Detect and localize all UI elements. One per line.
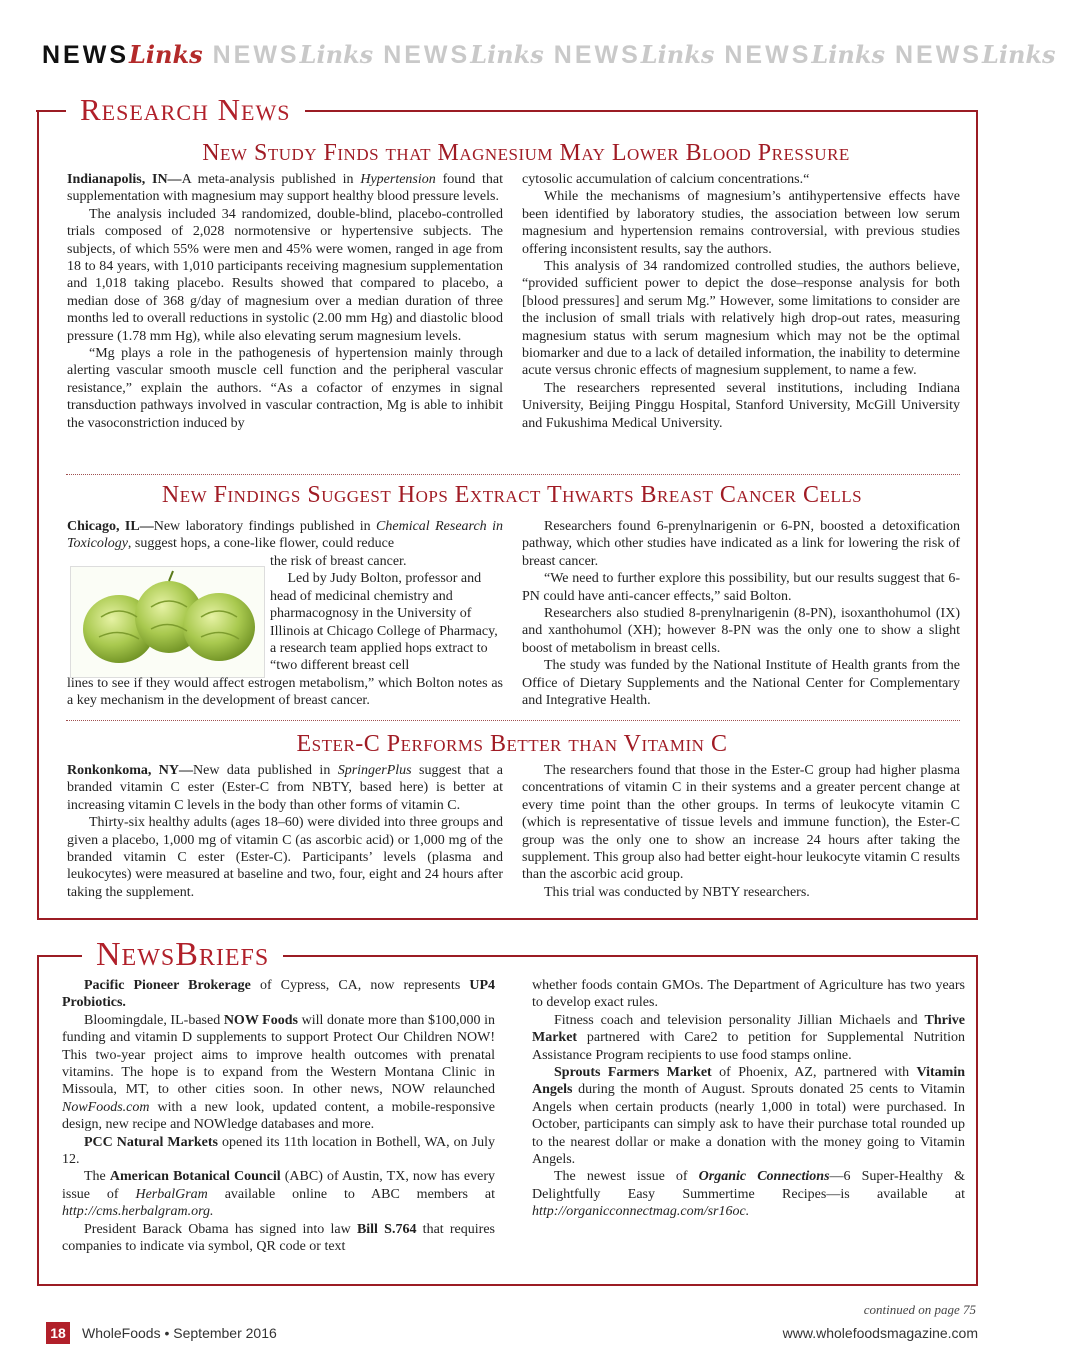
newslinks-wordmark	[213, 40, 374, 70]
paragraph: The researchers represented several institutions, including Indiana University, Beijing Pinggu Hospital, Stanford University, McGill University and Fukushima Medical University.	[522, 380, 960, 431]
section-divider	[66, 474, 960, 475]
paragraph: “Mg plays a role in the pathogenesis of hypertension mainly through alerting vascular smooth muscle cell function and the peripheral vascular resistance,” explain the authors. “As a cofactor of enzymes in signal transduction pathways involved in vascular contraction, Mg is able to inhibit the vasoconstriction induced by	[67, 346, 503, 431]
wordmark-links: Links	[981, 40, 1056, 69]
paragraph: Indianapolis, IN—A meta-analysis published in Hypertension found that supplementation with magnesium may support healthy blood pressure levels.	[67, 172, 503, 205]
paragraph: The newest issue of Organic Connections—6 Super-Healthy & Delightfully Easy Summertime Recipes—is available at http://organicconnectmag.com/sr16oc.	[532, 1169, 965, 1220]
wordmark-news: NEWS	[42, 41, 129, 69]
wordmark-news: NEWS	[553, 41, 641, 69]
wordmark-links: Links	[129, 40, 203, 69]
article-headline-magnesium: New Study Finds that Magnesium May Lower Blood Pressure	[202, 140, 850, 166]
paragraph: The study was funded by the National Institute of Health grants from the Office of Dietary Supplements and the National Center for Complementary and Integrative Health.	[522, 658, 960, 709]
paragraph: Researchers also studied 8-prenylnarigenin (8-PN), isoxanthohumol (IX) and xanthohumol (XH); however 8-PN was the only one to show a slight boost of metabolism in breast cells.	[522, 606, 960, 656]
wordmark-links: Links	[470, 40, 544, 69]
wordmark-links: Links	[640, 40, 715, 69]
newslinks-wordmark	[724, 40, 885, 70]
article-magnesium-left-column	[67, 171, 503, 432]
wordmark-news: NEWS	[212, 41, 300, 69]
article-hops-beside-image	[270, 553, 503, 675]
publication-name: WholeFoods • September 2016	[82, 1325, 277, 1341]
paragraph: President Barack Obama has signed into law Bill S.764 that requires companies to indicate via symbol, QR code or text	[62, 1221, 495, 1255]
paragraph: This analysis of 34 randomized controlled studies, the authors believe, “provided sufficient power to depict the dose–response analysis for both [blood pressures] and serum Mg.” However, some limitations to consider are the inclusion of small trials with relatively high drop-out rates, measuring magnesium status with serum magnesium which may not be the optimal biomarker and due to a lack of detailed information, the inability to determine acute versus chronic effects of magnesium supplement, to name a few.	[522, 259, 960, 379]
paragraph: Ronkonkoma, NY—New data published in SpringerPlus suggest that a branded vitamin C ester (Ester-C from NBTY, based here) is better at increasing vitamin C levels in the body than other forms of vitamin C.	[67, 763, 503, 813]
paragraph: Fitness coach and television personality Jillian Michaels and Thrive Market partnered with Care2 to petition for Supplemental Nutrition Assistance Program recipients to use food stamps online.	[532, 1012, 965, 1063]
paragraph: Researchers found 6-prenylnarigenin or 6-PN, boosted a detoxification pathway, which other studies have indicated as a link for lowering the risk of breast cancer.	[522, 519, 960, 569]
research-news-title: Research News	[66, 93, 305, 127]
newslinks-wordmark	[554, 40, 715, 70]
newsbriefs-right-column	[532, 977, 965, 1221]
paragraph: The American Botanical Council (ABC) of Austin, TX, now has every issue of HerbalGram available online to ABC members at http://cms.herbalgram.org.	[62, 1169, 496, 1220]
paragraph: While the mechanisms of magnesium’s antihypertensive effects have been identified by laboratory studies, the association between low serum magnesium and hypertension remains controversial, with previous studies offering inconsistent results, say the authors.	[522, 189, 960, 257]
paragraph: whether foods contain GMOs. The Department of Agriculture has two years to develop exact rules.	[532, 978, 965, 1011]
article-headline-hops: New Findings Suggest Hops Extract Thwarts Breast Cancer Cells	[161, 482, 863, 508]
paragraph: cytosolic accumulation of calcium concentrations.“	[522, 172, 810, 187]
paragraph: The analysis included 34 randomized, double-blind, placebo-controlled trials composed of 2,028 normotensive or hypertensive subjects. The subjects, of which 55% were men and 45% were women, ranged in age from 18 to 84 years, with 1,010 participants receiving magnesium supplementation and 1,018 taking placebo. Results showed that compared to placebo, a median dose of 368 g/day of magnesium over a median duration of three months led to overall reductions in systolic (2.00 mm Hg) and diastolic blood pressure (1.78 mm Hg), while also elevating serum magnesium levels.	[67, 206, 503, 344]
continued-note: continued on page 75	[863, 1302, 976, 1317]
paragraph: This trial was conducted by NBTY researchers.	[544, 884, 810, 900]
hops-beside-image-text: the risk of breast cancer. Led by Judy Bolton, professor and head of medicinal chemistry and pharmacognosy in the University of Illinois at Chicago College of Pharmacy, a research team applied hops extract to “two different breast cell	[270, 554, 498, 674]
article-ester-c-right-column	[522, 762, 960, 901]
paragraph: The researchers found that those in the Ester-C group had higher plasma concentrations of vitamin C in their systems and a greater percent change at every time point than the other groups. In terms of leukocyte vitamin C (which is representative of tissue levels and immune function), the Ester-C group was the only one to show an increase 24 hours after taking the supplement. This group also had better eight-hour leukocyte vitamin C results than the ascorbic acid group.	[522, 763, 960, 883]
newslinks-wordmark	[42, 40, 203, 70]
paragraph: “We need to further explore this possibility, but our results suggest that 6-PN could have anti-cancer effects,” said Bolton.	[522, 571, 960, 604]
wordmark-news: NEWS	[724, 41, 812, 69]
article-ester-c-left-column	[67, 762, 503, 901]
article-hops-right-column	[522, 518, 960, 709]
wordmark-links: Links	[299, 40, 374, 69]
wordmark-news: NEWS	[894, 41, 982, 69]
page-number: 18	[46, 1322, 70, 1344]
newslinks-wordmark	[383, 40, 544, 70]
hops-cones-image	[70, 566, 265, 678]
masthead	[42, 40, 1056, 72]
website-url[interactable]: www.wholefoodsmagazine.com	[782, 1325, 978, 1341]
newsbriefs-title: NewsBriefs	[82, 938, 283, 972]
newslinks-wordmark	[895, 40, 1056, 70]
paragraph: PCC Natural Markets opened its 11th location in Bothell, WA, on July 12.	[62, 1134, 495, 1168]
paragraph: Thirty-six healthy adults (ages 18–60) were divided into three groups and given a placebo, 1,000 mg of vitamin C (as ascorbic acid) or 1,000 mg of the branded vitamin C ester (Ester-C). Participants’ levels (plasma and leukocytes) were measured at baseline and two, four, eight and 24 hours after taking the supplement.	[67, 815, 503, 900]
wordmark-links: Links	[811, 40, 885, 69]
hops-intro-paragraph: Chicago, IL—New laboratory findings published in Chemical Research in Toxicology, suggest hops, a cone-like flower, could reduce	[67, 519, 503, 552]
paragraph: Sprouts Farmers Market of Phoenix, AZ, partnered with Vitamin Angels during the month of August. Sprouts donated 25 cents to Vitamin Angels when certain products (nearly 1,000 in total) were purchased. In October, participants can simply ask to have their purchase total rounded up to the nearest dollar or make a donation with the money going to Vitamin Angels.	[532, 1065, 965, 1168]
hops-closing-paragraph: lines to see if they would affect estrogen metabolism,” which Bolton notes as a key mechanism in the development of breast cancer.	[67, 676, 503, 709]
paragraph: Pacific Pioneer Brokerage of Cypress, CA, now represents UP4 Probiotics.	[62, 978, 495, 1011]
newsbriefs-left-column	[62, 977, 495, 1256]
wordmark-news: NEWS	[383, 41, 471, 69]
section-divider	[66, 720, 960, 721]
article-headline-ester-c: Ester-C Performs Better than Vitamin C	[296, 731, 728, 757]
article-hops-left-top	[67, 518, 503, 553]
article-magnesium-right-column	[522, 171, 960, 432]
paragraph: Bloomingdale, IL-based NOW Foods will donate more than $100,000 in funding and vitamin D supplements to support Protect Our Children NOW! This two-year project aims to improve health outcomes with prenatal vitamins. The hope is to expand from the Western Montana Clinic in Missoula, MT, to other cities soon. In other news, NOW relaunched NowFoods.com with a new look, updated content, a mobile-responsive design, new recipe and NOWledge databases and more.	[62, 1012, 496, 1133]
article-hops-left-bottom	[67, 675, 503, 710]
